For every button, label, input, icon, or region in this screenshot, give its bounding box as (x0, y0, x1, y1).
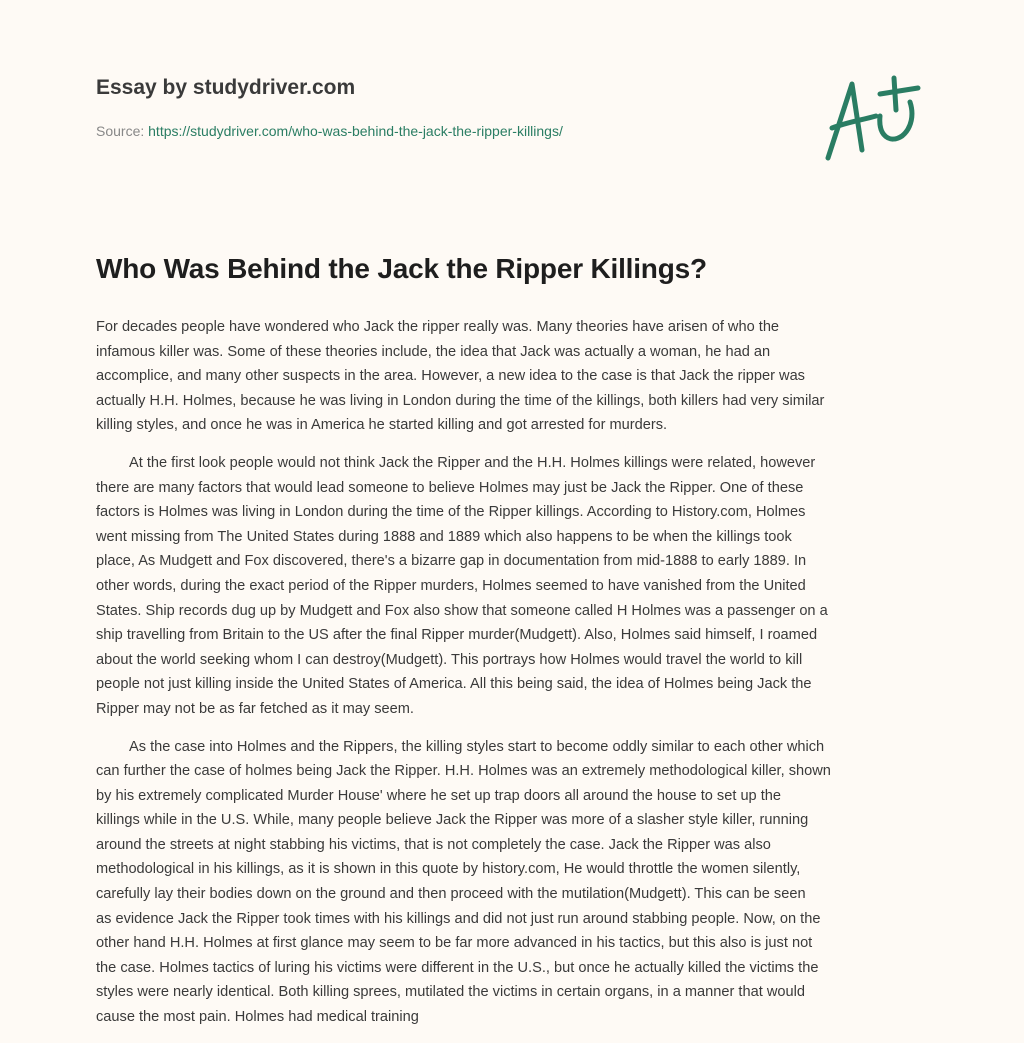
paragraph-1 (96, 315, 936, 438)
source-label: Source: (96, 123, 145, 139)
paragraph-3 (96, 735, 936, 1030)
site-title: Essay by studydriver.com (96, 76, 356, 99)
text-line: there are many factors that would lead someone to believe Holmes may just be Jack the Ripper. One of these (96, 479, 804, 496)
text-line: As the case into Holmes and the Rippers, the killing styles start to become oddly similar to each other which (129, 738, 825, 755)
text-line: by his extremely complicated Murder House' where he set up trap doors all around the house to set up the (96, 787, 782, 804)
text-line: carefully lay their bodies down on the ground and then proceed with the mutilation(Mudgett). This can be seen (96, 886, 806, 903)
text-line: people not just killing inside the United States of America. All this being said, the idea of Holmes being Jack the (96, 676, 812, 693)
text-line: ship travelling from Britain to the US after the final Ripper murder(Mudgett). Also, Holmes said himself, I roamed (96, 627, 818, 644)
a-plus-logo (818, 72, 928, 166)
source-line (96, 123, 563, 139)
text-line: factors is Holmes was living in London during the time of the Ripper killings. According to History.com, Holmes (96, 504, 806, 521)
text-line: about the world seeking whom I can destroy(Mudgett). This portrays how Holmes would travel the world to kill (96, 651, 803, 668)
text-line: killing styles, and once he was in America he started killing and got arrested for murders. (96, 417, 668, 434)
text-line: other words, during the exact period of the Ripper murders, Holmes seemed to have vanished from the United (96, 577, 806, 594)
essay-body (96, 315, 936, 1043)
text-line: the case. Holmes tactics of luring his victims were different in the U.S., but once he actually killed the victims the (96, 959, 819, 976)
text-line: States. Ship records dug up by Mudgett and Fox also show that someone called H Holmes was a passenger on a (96, 602, 828, 619)
text-line: Ripper may not be as far fetched as it may seem. (96, 700, 414, 717)
text-line: cause the most pain. Holmes had medical training (96, 1009, 419, 1026)
text-line: killings while in the U.S. While, many people believe Jack the Ripper was more of a slasher style killer, running (96, 812, 809, 829)
text-line: accomplice, and many other suspects in the area. However, a new idea to the case is that Jack the ripper was (96, 368, 805, 385)
text-line: went missing from The United States during 1888 and 1889 which also happens to be when the killings took (96, 528, 792, 545)
text-line: as evidence Jack the Ripper took times with his killings and did not just run around stabbing people. Now, on the (96, 910, 821, 927)
text-line: other hand H.H. Holmes at first glance may seem to be far more advanced in his tactics, but this also is just not (96, 935, 813, 952)
text-line: around the streets at night stabbing his victims, that is not completely the case. Jack the Ripper was also (96, 836, 771, 853)
essay-title: Who Was Behind the Jack the Ripper Killings? (96, 253, 707, 284)
paragraph-2 (96, 451, 936, 722)
text-line: For decades people have wondered who Jack the ripper really was. Many theories have arisen of who the (96, 319, 780, 335)
text-line: place, As Mudgett and Fox discovered, there's a bizarre gap in documentation from mid-1888 to early 1889. In (96, 553, 807, 570)
text-line: styles were nearly identical. Both killing sprees, mutilated the victims in certain organs, in a manner that would (96, 984, 805, 1001)
source-link[interactable]: https://studydriver.com/who-was-behind-the-jack-the-ripper-killings/ (148, 123, 563, 139)
text-line: can further the case of holmes being Jack the Ripper. H.H. Holmes was an extremely methodological killer, shown (96, 763, 831, 780)
text-line: methodological in his killings, as it is shown in this quote by history.com, He would throttle the women silently, (96, 861, 801, 878)
text-line: actually H.H. Holmes, because he was living in London during the time of the killings, both killers had very similar (96, 392, 825, 409)
text-line: infamous killer was. Some of these theories include, the idea that Jack was actually a woman, he had an (96, 343, 771, 360)
text-line: At the first look people would not think Jack the Ripper and the H.H. Holmes killings were related, however (129, 454, 816, 471)
